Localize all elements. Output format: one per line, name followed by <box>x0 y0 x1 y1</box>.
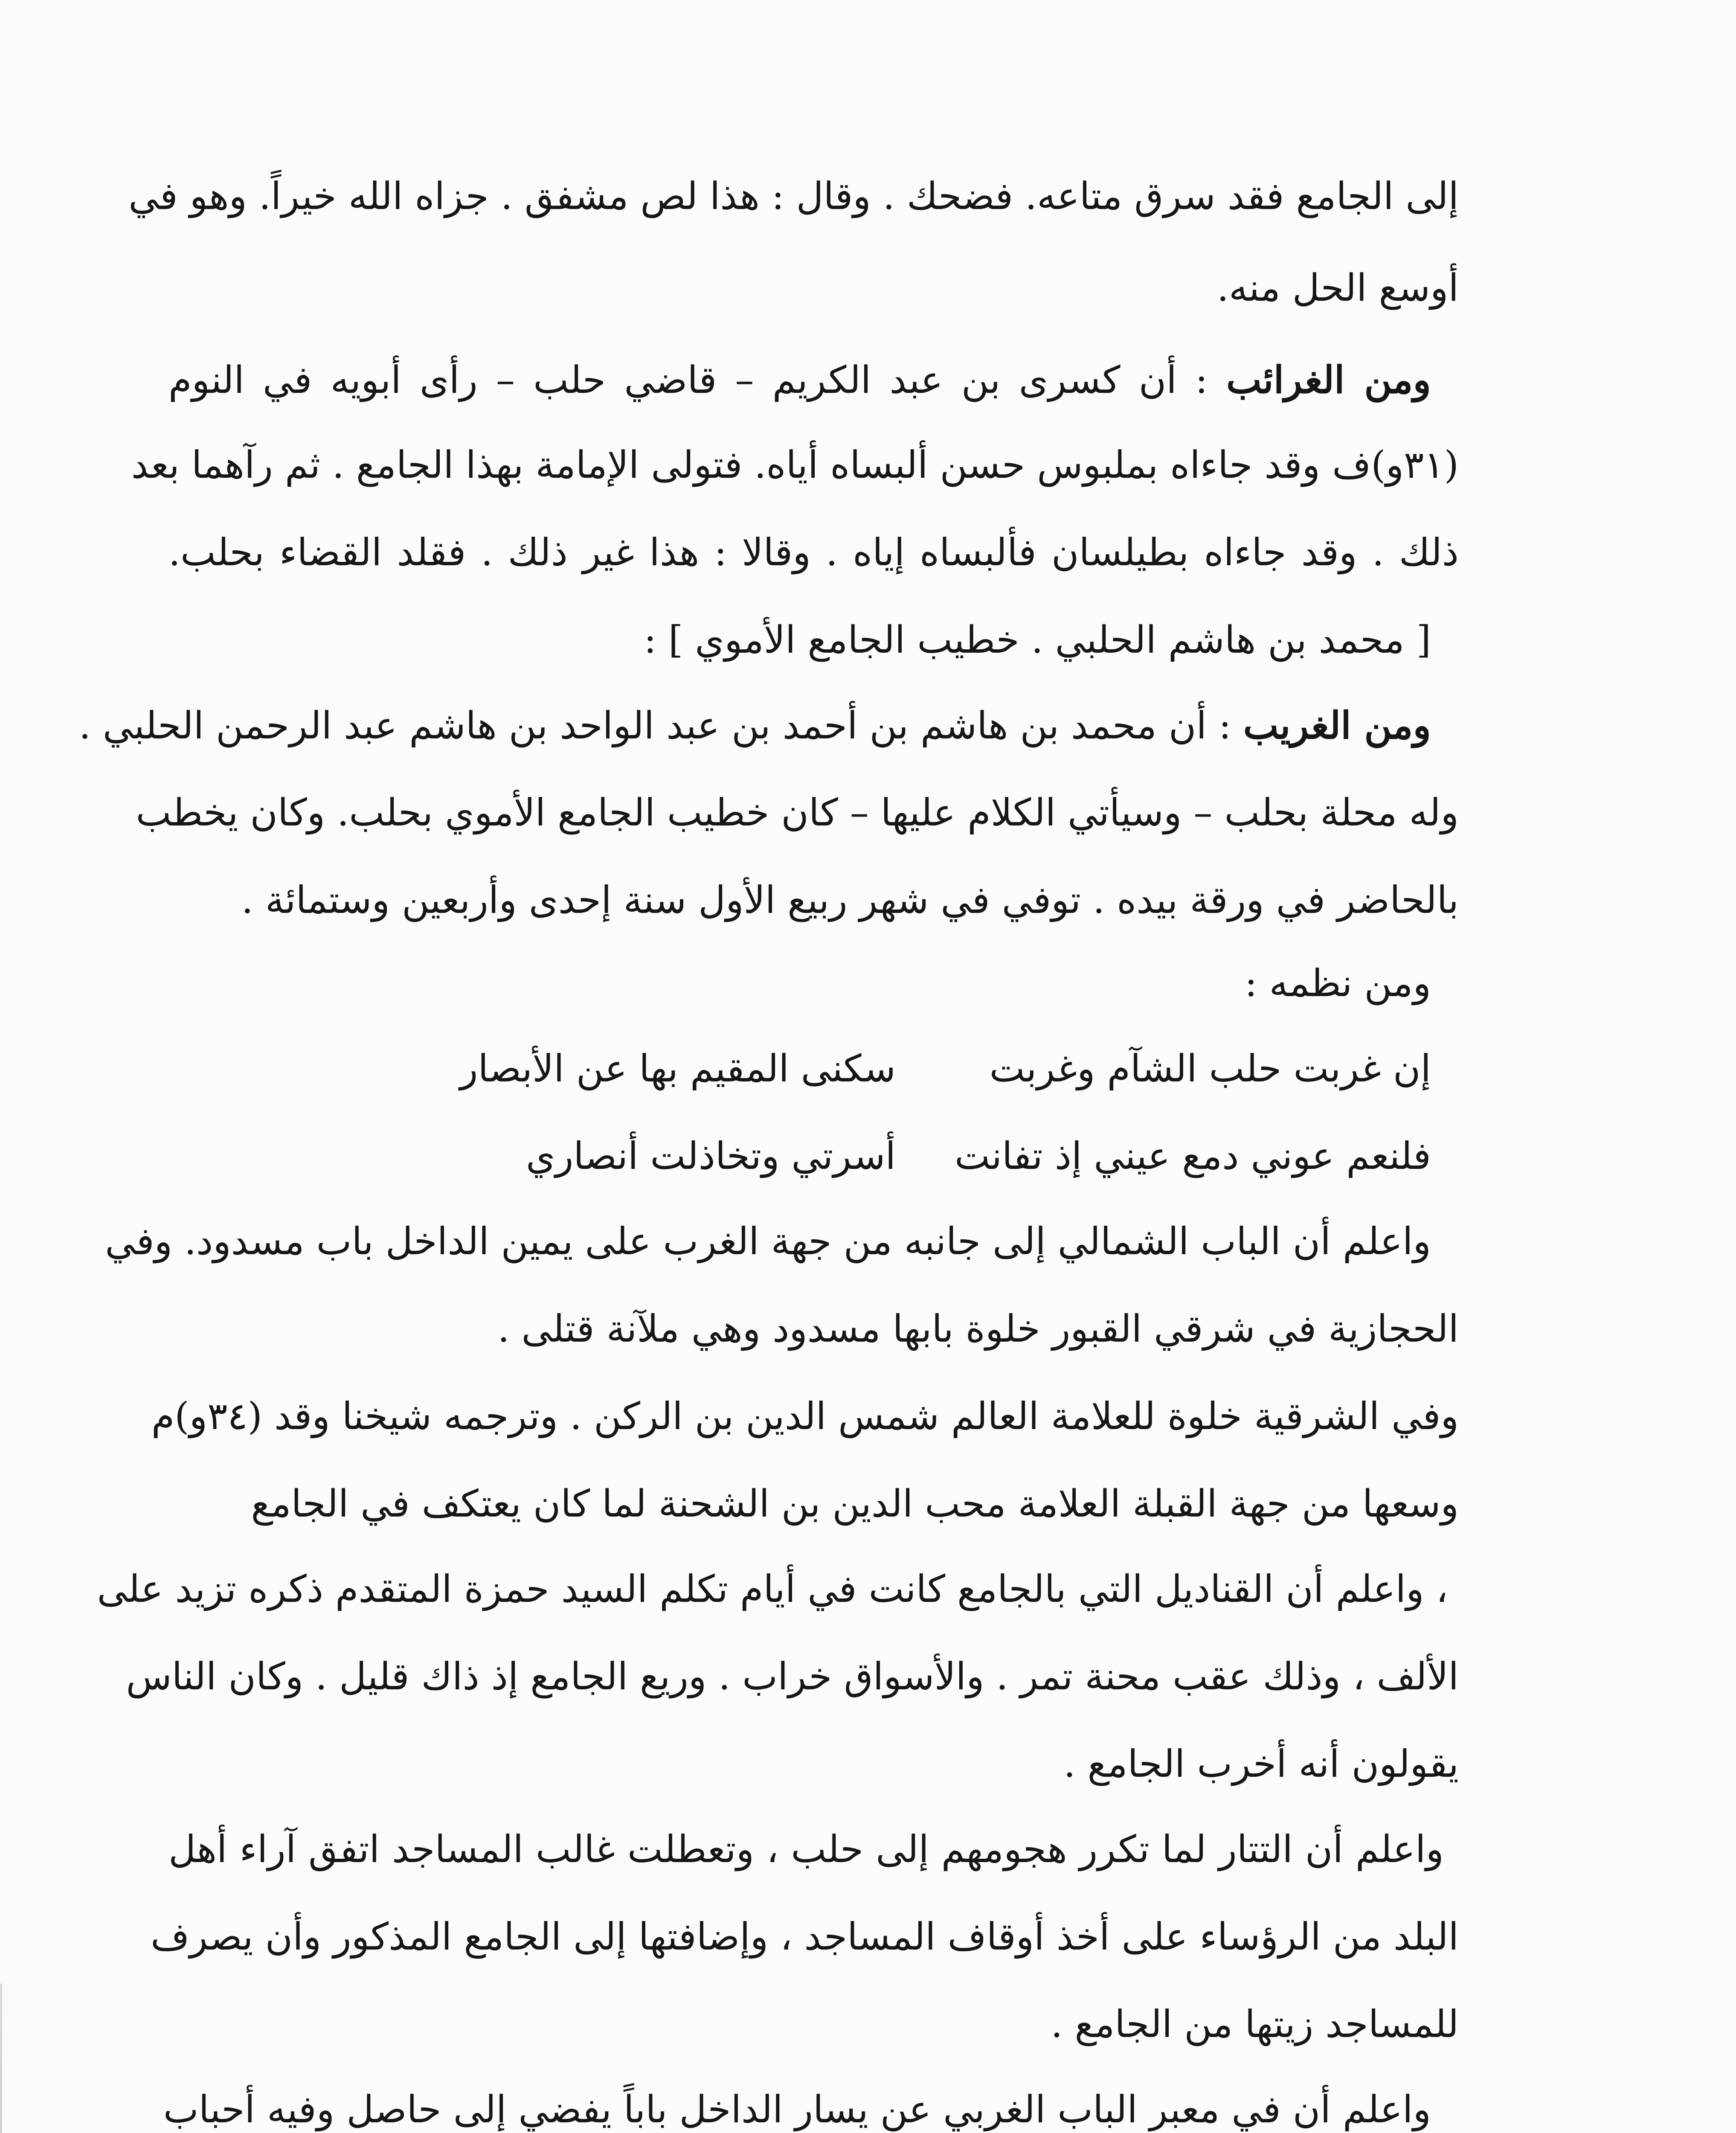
text-line: الألف ، وذلك عقب محنة تمر . والأسواق خراب . وريع الجامع إذ ذاك قليل . وكان الناس <box>126 1654 1459 1698</box>
section-keyword: ومن الغريب <box>1243 703 1431 747</box>
text-line: ، واعلم أن القناديل التي بالجامع كانت في أيام تكلم السيد حمزة المتقدم ذكره تزيد على <box>97 1567 1448 1611</box>
verse-hemistich-first: فلنعم عوني دمع عيني إذ تفانت <box>955 1134 1431 1178</box>
text-run: : أن محمد بن هاشم بن أحمد بن عبد الواحد بن هاشم عبد الرحمن الحلبي . <box>78 703 1243 747</box>
text-line <box>168 354 1431 405</box>
text-line: وله محلة بحلب – وسيأتي الكلام عليها – كان خطيب الجامع الأموي بحلب. وكان يخطب <box>136 790 1459 834</box>
section-keyword: ومن الغرائب <box>1226 357 1431 402</box>
scan-edge <box>0 1984 2 2133</box>
text-line: للمساجد زيتها من الجامع . <box>1051 2002 1459 2046</box>
text-line: واعلم أن التتار لما تكرر هجومهم إلى حلب ، وتعطلت غالب المساجد اتفق آراء أهل <box>168 1827 1444 1871</box>
text-line: وفي الشرقية خلوة للعلامة العالم شمس الدين بن الركن . وترجمه شيخنا وقد (٣٤و)م <box>151 1394 1459 1438</box>
text-line: ذلك . وقد جاءاه بطيلسان فألبساه إياه . وقالا : هذا غير ذلك . فقلد القضاء بحلب. <box>168 530 1459 574</box>
text-line: إلى الجامع فقد سرق متاعه. فضحك . وقال : هذا لص مشفق . جزاه الله خيراً. وهو في <box>128 174 1459 218</box>
section-heading: [ محمد بن هاشم الحلبي . خطيب الجامع الأموي ] : <box>644 618 1431 662</box>
text-line: أوسع الحل منه. <box>1216 266 1459 310</box>
verse-hemistich-first: إن غربت حلب الشآم وغربت <box>989 1046 1431 1090</box>
text-line: واعلم أن في معبر الباب الغربي عن يسار الداخل باباً يفضي إلى حاصل وفيه أحباب <box>163 2087 1431 2131</box>
text-line: وسعها من جهة القبلة العلامة محب الدين بن الشحنة لما كان يعتكف في الجامع <box>251 1482 1459 1526</box>
verse-hemistich-second: سكنى المقيم بها عن الأبصار <box>459 1046 896 1090</box>
text-line <box>78 700 1431 751</box>
text-line: يقولون أنه أخرب الجامع . <box>1063 1742 1459 1786</box>
text-line: الحجازية في شرقي القبور خلوة بابها مسدود وهي ملآنة قتلى . <box>497 1307 1459 1351</box>
text-line: ومن نظمه : <box>1245 961 1431 1005</box>
text-line: بالحاضر في ورقة بيده . توفي في شهر ربيع الأول سنة إحدى وأربعين وستمائة . <box>241 878 1459 922</box>
verse-hemistich-second: أسرتي وتخاذلت أنصاري <box>526 1134 896 1178</box>
text-line: (٣١و)ف وقد جاءاه بملبوس حسن ألبساه أياه. فتولى الإمامة بهذا الجامع . ثم رآهما بعد <box>131 443 1459 487</box>
text-line: البلد من الرؤساء على أخذ أوقاف المساجد ، وإضافتها إلى الجامع المذكور وأن يصرف <box>151 1915 1459 1959</box>
text-run: : أن كسرى بن عبد الكريم – قاضي حلب – رأى أبويه في النوم <box>168 358 1226 402</box>
text-line: واعلم أن الباب الشمالي إلى جانبه من جهة الغرب على يمين الداخل باب مسدود. وفي <box>105 1219 1431 1263</box>
